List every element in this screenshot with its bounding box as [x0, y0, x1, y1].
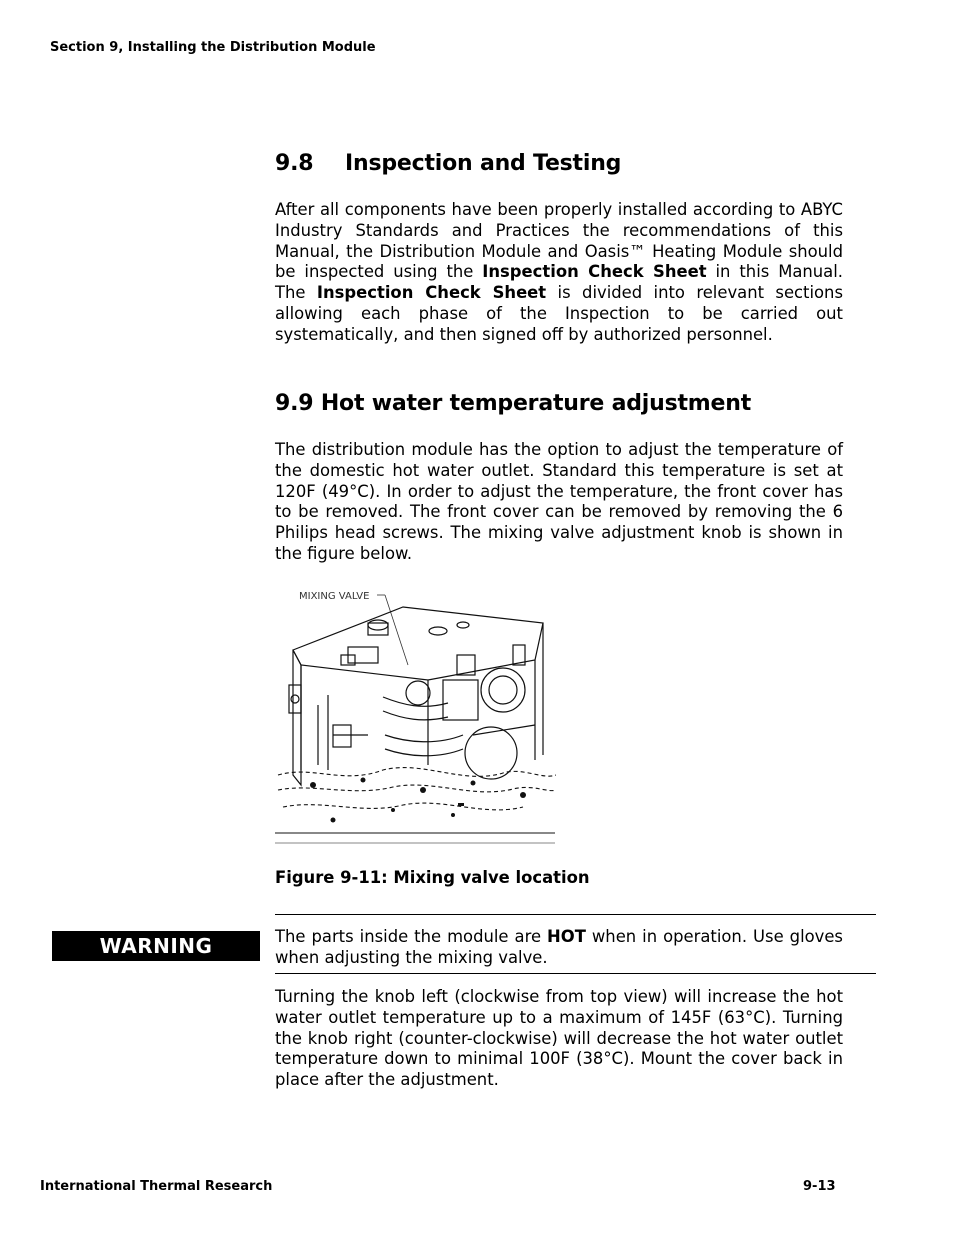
running-header: Section 9, Installing the Distribution Module [50, 40, 376, 55]
section-9-9-heading: 9.9 Hot water temperature adjustment [275, 391, 752, 416]
section-number: 9.8 [275, 151, 314, 176]
distribution-module-drawing [273, 585, 556, 850]
footer-company: International Thermal Research [40, 1179, 273, 1194]
text-run: in this Manual. The [275, 262, 843, 303]
bold-term: Inspection Check Sheet [482, 262, 707, 282]
warning-top-rule [275, 914, 876, 915]
warning-bottom-rule [275, 973, 876, 974]
section-title: Inspection and Testing [345, 151, 622, 176]
text-run: After all components have been properly installed according to ABYC Industry Standards and Practices the recommendations of this Manual, the Distribution Module and Oasis™ Heating Module should be inspected using the [275, 200, 843, 282]
temperature-paragraph: The distribution module has the option to adjust the temperature of the domestic hot water outlet. Standard this temperature is set at 120F (49°C). In order to adjust the temperature, the front cover has to be removed. The front cover can be removed by removing the 6 Philips head screws. The mixing valve adjustment knob is shown in the figure below. [275, 440, 843, 563]
text-run: when in operation. Use gloves when adjusting the mixing valve. [275, 927, 843, 967]
mixing-valve-figure [273, 585, 556, 850]
inspection-paragraph [275, 200, 843, 346]
mixing-valve-label: MIXING VALVE [299, 591, 370, 602]
warning-text [275, 927, 843, 969]
text-run: is divided into relevant sections allowing each phase of the Inspection to be carried out systematically, and then signed off by authorized personnel. [275, 283, 843, 344]
page-number: 9-13 [803, 1179, 836, 1194]
adjustment-paragraph: Turning the knob left (clockwise from top view) will increase the hot water outlet temperature up to a maximum of 145F (63°C). Turning the knob right (counter-clockwise) will decrease the hot water outlet temperature down to minimal 100F (38°C). Mount the cover back in place after the adjustment. [275, 987, 843, 1090]
figure-caption: Figure 9-11: Mixing valve location [275, 868, 590, 887]
warning-badge: WARNING [52, 931, 260, 961]
bold-term: Inspection Check Sheet [316, 283, 547, 303]
section-9-8-heading [275, 151, 621, 176]
bold-term: HOT [547, 927, 586, 946]
text-run: The parts inside the module are [275, 927, 548, 946]
